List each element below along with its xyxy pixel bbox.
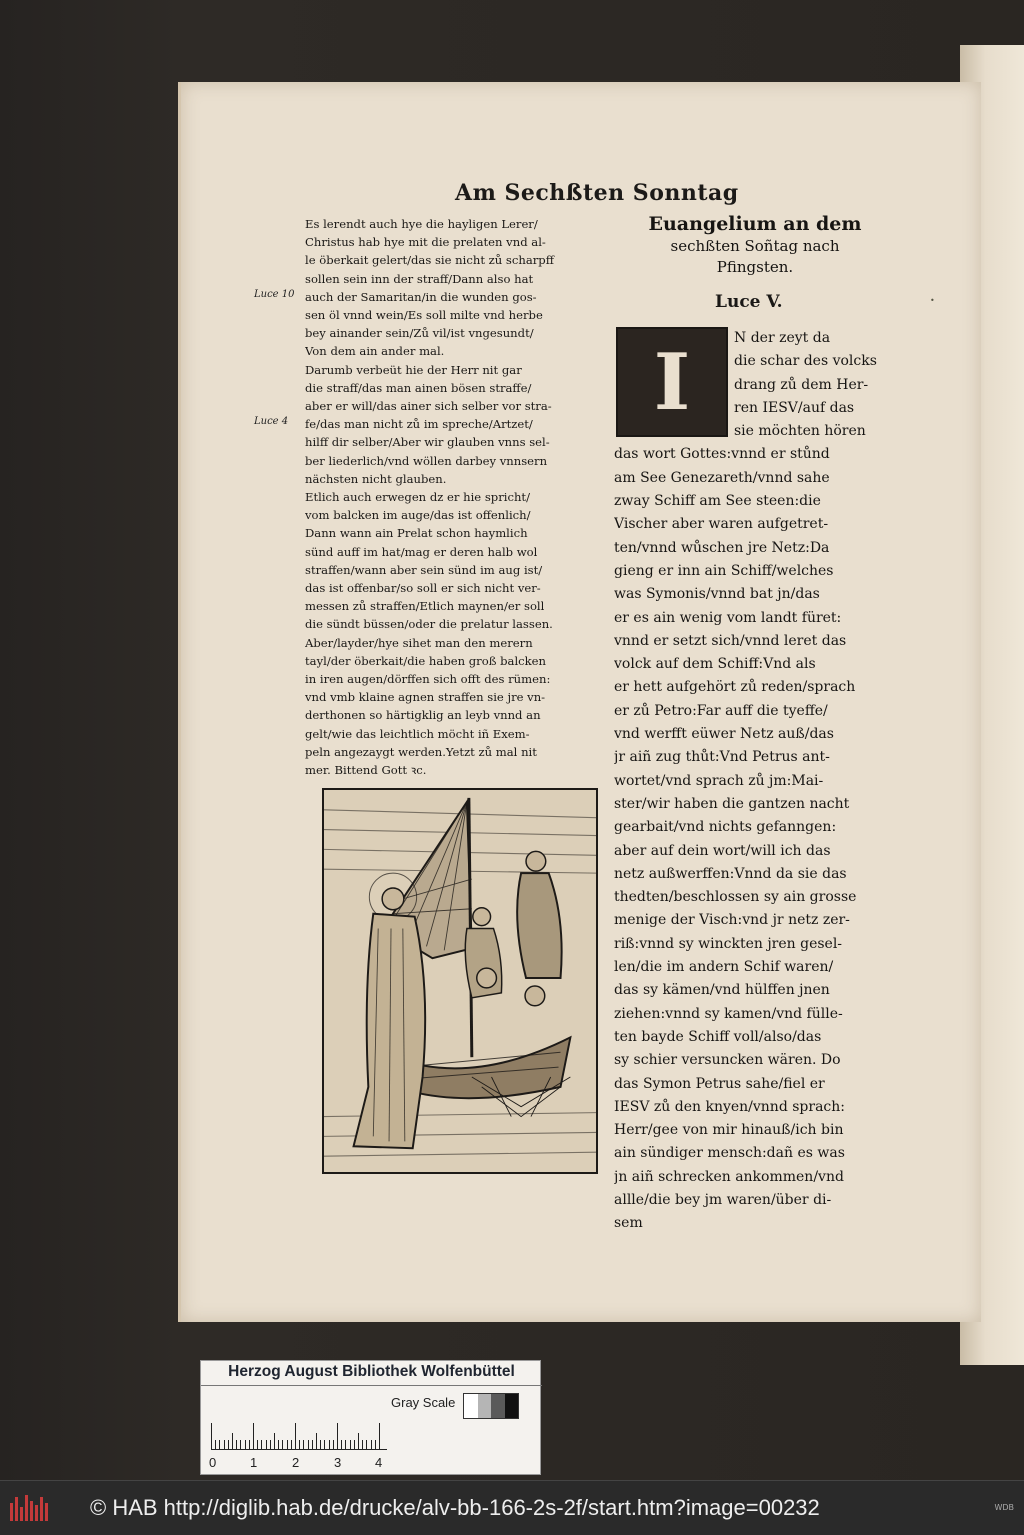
text-line: IESV zů den knyen/vnnd sprach:: [614, 1098, 845, 1115]
ruler-tick: [333, 1440, 334, 1449]
text-line: das ist offenbar/so soll er sich nicht ver-: [305, 581, 541, 596]
text-line: er es ain wenig vom landt füret:: [614, 609, 842, 626]
text-line: Herr/gee von mir hinauß/ich bin: [614, 1122, 844, 1139]
ruler-ticks: [211, 1423, 387, 1450]
ruler-tick: [366, 1440, 367, 1449]
text-line: Darumb verbeüt hie der Herr nit gar: [305, 362, 522, 377]
text-line: peln angezaygt werden.Yetzt zů mal nit: [305, 744, 537, 759]
woodcut-image: [324, 790, 596, 1172]
text-line: ten/vnnd wůschen jre Netz:Da: [614, 539, 830, 556]
page-marker: •: [930, 296, 935, 305]
text-line: Aber/layder/hye sihet man den merern: [305, 635, 533, 650]
text-line: sollen sein inn der straff/Dann also hat: [305, 271, 534, 286]
text-line: jr aiñ zug thůt:Vnd Petrus ant-: [614, 749, 830, 766]
text-line: tayl/der öberkait/die haben groß balcken: [305, 653, 547, 668]
ruler-tick: [224, 1440, 225, 1449]
text-line: das wort Gottes:vnnd er stůnd: [614, 446, 830, 463]
ruler-tick: [371, 1440, 372, 1449]
ruler-tick: [232, 1433, 233, 1449]
text-line: menige der Visch:vnd jr netz zer-: [614, 912, 850, 929]
hab-logo-icon: [10, 1493, 48, 1521]
ruler-tick: [320, 1440, 321, 1449]
ruler-tick: [245, 1440, 246, 1449]
text-line: riß:vnnd sy winckten jren gesel-: [614, 935, 843, 952]
ruler-tick: [266, 1440, 267, 1449]
text-line: vnd vmb klaine agnen straffen sie jre vn-: [305, 690, 546, 705]
gospel-heading-line: Pfingsten.: [716, 258, 794, 276]
text-line: er hett aufgehört zů reden/sprach: [614, 679, 856, 696]
text-line: sie möchten hören: [734, 423, 866, 440]
text-line: am See Genezareth/vnnd sahe: [614, 469, 830, 486]
gospel-heading-line: Euangelium an dem: [648, 213, 862, 235]
text-line: er zů Petro:Far auff die tyeffe/: [614, 702, 828, 719]
text-line: das Symon Petrus sahe/fiel er: [614, 1075, 825, 1092]
ruler-number: 4: [375, 1455, 383, 1470]
text-line: hilff dir selber/Aber wir glauben vnns sel-: [305, 435, 550, 450]
ruler-tick: [354, 1440, 355, 1449]
text-line: straffen/wann aber sein sünd im aug ist/: [305, 562, 543, 577]
marginal-note: Luce 10: [254, 289, 295, 300]
ruler-tick: [350, 1440, 351, 1449]
text-line: jn aiñ schrecken ankommen/vnd: [614, 1168, 844, 1185]
text-line: derthonen so härtigklig an leyb vnnd an: [305, 708, 541, 723]
text-line: die sündt büssen/oder die prelatur lassen.: [305, 617, 553, 632]
ruler-number: 0: [209, 1455, 217, 1470]
text-line: Etlich auch erwegen dz er hie spricht/: [305, 490, 531, 505]
viewer-footer: [0, 1480, 1024, 1535]
text-line: vnd werfft eüwer Netz auß/das: [614, 726, 834, 743]
gray-scale-swatch: [463, 1393, 519, 1419]
ruler-tick: [345, 1440, 346, 1449]
ruler-tick: [270, 1440, 271, 1449]
text-line: ten bayde Schiff voll/also/das: [614, 1028, 822, 1045]
text-line: le öberkait gelert/das sie nicht zů scharpff: [305, 253, 554, 268]
gray-scale-label: Gray Scale: [391, 1395, 456, 1410]
color-calibration-bar: [200, 1360, 541, 1475]
text-line: allle/die bey jm waren/über di-: [614, 1191, 832, 1208]
ruler-tick: [261, 1440, 262, 1449]
text-line: Dann wann ain Prelat schon haymlich: [305, 526, 528, 541]
ruler-tick: [308, 1440, 309, 1449]
ruler-tick: [282, 1440, 283, 1449]
ruler-tick: [316, 1433, 317, 1449]
ruler-tick: [257, 1440, 258, 1449]
ruler-tick: [379, 1423, 380, 1449]
text-line: Es lerendt auch hye die hayligen Lerer/: [305, 217, 538, 231]
woodcut-illustration: [322, 788, 598, 1174]
ruler-tick: [337, 1423, 338, 1449]
text-line: drang zů dem Her-: [734, 376, 869, 393]
text-line: nächsten nicht glauben.: [305, 471, 447, 486]
ruler-tick: [236, 1440, 237, 1449]
text-line: gearbait/vnd nichts gefanngen:: [614, 819, 837, 836]
ruler-tick: [211, 1423, 212, 1449]
text-line: Vischer aber waren aufgetret-: [614, 516, 829, 533]
gospel-heading: [625, 212, 885, 278]
text-line: bey ainander sein/Zů vil/ist vngesundt/: [305, 326, 534, 341]
text-line: sünd auff im hat/mag er deren halb wol: [305, 544, 538, 559]
ruler-tick: [358, 1433, 359, 1449]
ruler-tick: [249, 1440, 250, 1449]
ruler-tick: [228, 1440, 229, 1449]
text-line: thedten/beschlossen sy ain grosse: [614, 889, 857, 906]
ruler-tick: [291, 1440, 292, 1449]
text-line: vom balcken im auge/das ist offenlich/: [305, 508, 531, 523]
ruler-tick: [324, 1440, 325, 1449]
text-line: die straff/das man ainen bösen straffe/: [305, 380, 532, 395]
initial-letter: I: [653, 336, 691, 428]
text-line: die schar des volcks: [734, 353, 877, 370]
text-line: volck auf dem Schiff:Vnd als: [614, 656, 816, 673]
ruler-tick: [295, 1423, 296, 1449]
text-line: ren IESV/auf das: [734, 399, 855, 416]
ruler-number: 3: [334, 1455, 342, 1470]
library-name: Herzog August Bibliothek Wolfenbüttel: [201, 1363, 542, 1386]
marginal-note: Luce 4: [254, 416, 289, 427]
footer-signature: WDB: [994, 1503, 1014, 1512]
ruler-tick: [303, 1440, 304, 1449]
ruler-number: 1: [250, 1455, 258, 1470]
copyright-link[interactable]: © HAB http://diglib.hab.de/drucke/alv-bb-166-2s-2f/start.htm?image=00232: [90, 1495, 820, 1520]
text-line: sem: [614, 1215, 643, 1232]
ruler-tick: [329, 1440, 330, 1449]
ruler-number: 2: [292, 1455, 300, 1470]
ruler-tick: [312, 1440, 313, 1449]
ruler-tick: [274, 1433, 275, 1449]
left-text-column: [305, 215, 597, 779]
text-line: fe/das man nicht zů im spreche/Artzet/: [305, 417, 533, 432]
text-line: messen zů straffen/Etlich maynen/er soll: [305, 599, 545, 614]
ruler-tick: [253, 1423, 254, 1449]
text-line: gieng er inn ain Schiff/welches: [614, 562, 834, 579]
text-line: vnnd er setzt sich/vnnd leret das: [614, 632, 847, 649]
ruler-tick: [219, 1440, 220, 1449]
text-line: sy schier versuncken wären. Do: [614, 1052, 841, 1069]
text-line: N der zeyt da: [734, 330, 831, 346]
text-line: aber auf dein wort/will ich das: [614, 842, 831, 859]
text-line: Von dem ain ander mal.: [305, 344, 445, 359]
running-head: Am Sechßten Sonntag: [455, 180, 739, 206]
ruler-tick: [287, 1440, 288, 1449]
ruler-tick: [299, 1440, 300, 1449]
text-line: wortet/vnd sprach zů jm:Mai-: [614, 772, 824, 789]
text-line: len/die im andern Schif waren/: [614, 959, 834, 976]
text-line: ster/wir haben die gantzen nacht: [614, 795, 850, 812]
text-line: das sy kämen/vnd hülffen jnen: [614, 982, 830, 999]
text-line: ber liederlich/vnd wöllen darbey vnnsern: [305, 453, 548, 468]
ruler-tick: [375, 1440, 376, 1449]
ruler-tick: [240, 1440, 241, 1449]
text-line: sen öl vnnd wein/Es soll milte vnd herbe: [305, 308, 543, 323]
ruler-tick: [215, 1440, 216, 1449]
text-line: in iren augen/dörffen sich offt des rümen:: [305, 672, 551, 687]
decorated-initial: [616, 327, 728, 437]
text-line: netz außwerffen:Vnnd da sie das: [614, 865, 847, 882]
chapter-reference: Luce V.: [715, 292, 783, 312]
gospel-heading-line: sechßten Soñtag nach: [670, 237, 840, 255]
text-line: ziehen:vnnd sy kamen/vnd fülle-: [614, 1005, 843, 1022]
text-line: zway Schiff am See steen:die: [614, 493, 821, 510]
ruler-tick: [341, 1440, 342, 1449]
text-line: mer. Bittend Gott ꝛc.: [305, 763, 427, 778]
text-line: aber er will/das ainer sich selber vor stra-: [305, 399, 552, 414]
text-line: was Symonis/vnnd bat jn/das: [614, 586, 820, 603]
text-line: gelt/wie das leichtlich möcht iñ Exem-: [305, 726, 530, 741]
text-line: ain sündiger mensch:dañ es was: [614, 1145, 845, 1162]
text-line: auch der Samaritan/in die wunden gos-: [305, 289, 537, 304]
ruler-tick: [278, 1440, 279, 1449]
right-text-column: [614, 327, 906, 1236]
ruler-tick: [362, 1440, 363, 1449]
text-line: Christus hab hye mit die prelaten vnd al-: [305, 235, 546, 250]
